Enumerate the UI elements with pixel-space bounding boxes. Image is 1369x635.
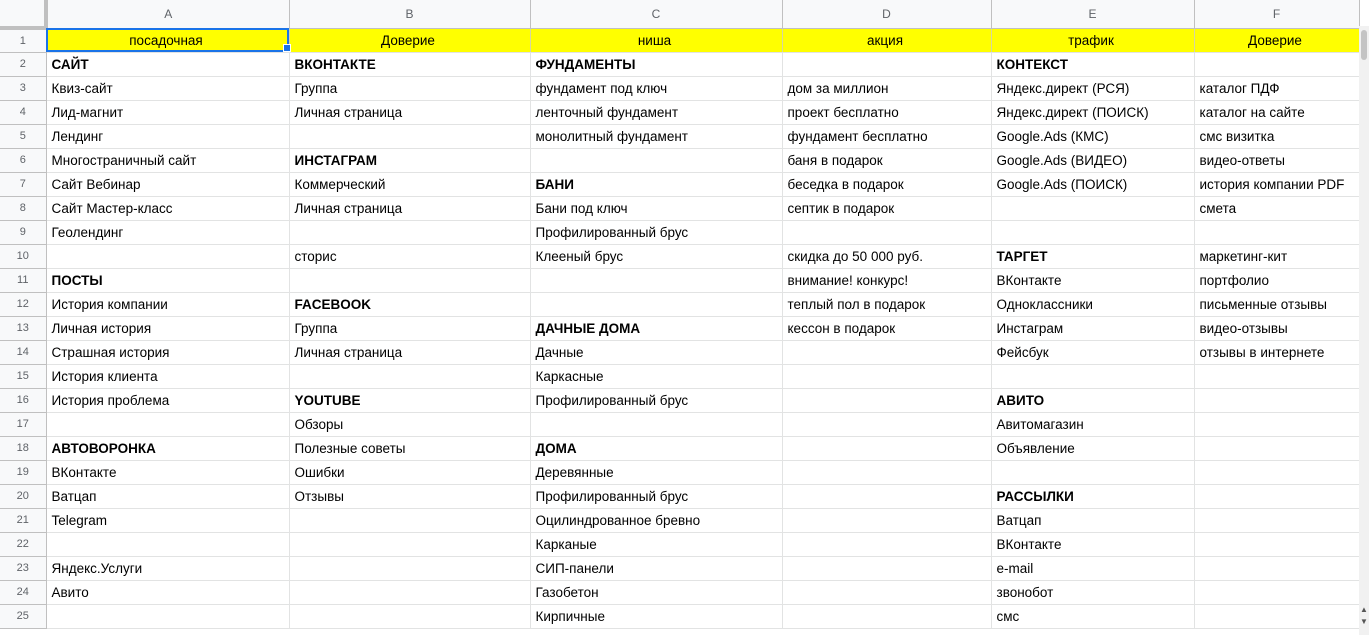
cell-d8[interactable]: септик в подарок xyxy=(782,196,991,220)
cell-d25[interactable] xyxy=(782,604,991,628)
cell-e12[interactable]: Одноклассники xyxy=(991,292,1194,316)
cell-f5[interactable]: смс визитка xyxy=(1194,124,1359,148)
cell-b14[interactable]: Личная страница xyxy=(289,340,530,364)
cell-e11[interactable]: ВКонтакте xyxy=(991,268,1194,292)
cell-e25[interactable]: смс xyxy=(991,604,1194,628)
cell-a6[interactable]: Многостраничный сайт xyxy=(46,148,289,172)
row-header[interactable]: 9 xyxy=(0,220,46,244)
row-header[interactable]: 22 xyxy=(0,532,46,556)
cell-f2[interactable] xyxy=(1194,52,1359,76)
cell-b5[interactable] xyxy=(289,124,530,148)
cell-a7[interactable]: Сайт Вебинар xyxy=(46,172,289,196)
cell-b16[interactable]: YOUTUBE xyxy=(289,388,530,412)
cell-c16[interactable]: Профилированный брус xyxy=(530,388,782,412)
cell-a14[interactable]: Страшная история xyxy=(46,340,289,364)
row-header[interactable]: 7 xyxy=(0,172,46,196)
cell-c15[interactable]: Каркасные xyxy=(530,364,782,388)
row-header[interactable]: 8 xyxy=(0,196,46,220)
table-row xyxy=(0,196,1359,220)
table-row xyxy=(0,172,1359,196)
cell-c14[interactable]: Дачные xyxy=(530,340,782,364)
table-row xyxy=(0,412,1359,436)
cell-a13[interactable]: Личная история xyxy=(46,316,289,340)
cell-c4[interactable]: ленточный фундамент xyxy=(530,100,782,124)
table-row xyxy=(0,340,1359,364)
cell-e23[interactable]: e-mail xyxy=(991,556,1194,580)
cell-c5[interactable]: монолитный фундамент xyxy=(530,124,782,148)
cell-d5[interactable]: фундамент бесплатно xyxy=(782,124,991,148)
cell-d3[interactable]: дом за миллион xyxy=(782,76,991,100)
cell-c8[interactable]: Бани под ключ xyxy=(530,196,782,220)
row-header[interactable]: 19 xyxy=(0,460,46,484)
cell-c23[interactable]: СИП-панели xyxy=(530,556,782,580)
cell-c19[interactable]: Деревянные xyxy=(530,460,782,484)
cell-a12[interactable]: История компании xyxy=(46,292,289,316)
cell-f23[interactable] xyxy=(1194,556,1359,580)
cell-f17[interactable] xyxy=(1194,412,1359,436)
cell-c6[interactable] xyxy=(530,148,782,172)
cell-a10[interactable] xyxy=(46,244,289,268)
cell-e14[interactable]: Фейсбук xyxy=(991,340,1194,364)
cell-e1[interactable]: трафик xyxy=(991,28,1194,52)
cell-a2[interactable]: САЙТ xyxy=(46,52,289,76)
table-row xyxy=(0,460,1359,484)
cell-e8[interactable] xyxy=(991,196,1194,220)
cell-f4[interactable]: каталог на сайте xyxy=(1194,100,1359,124)
cell-e2[interactable]: КОНТЕКСТ xyxy=(991,52,1194,76)
cell-d23[interactable] xyxy=(782,556,991,580)
row-header[interactable]: 11 xyxy=(0,268,46,292)
row-header[interactable]: 25 xyxy=(0,604,46,628)
table-row xyxy=(0,316,1359,340)
cell-f8[interactable]: смета xyxy=(1194,196,1359,220)
row-header[interactable]: 24 xyxy=(0,580,46,604)
cell-e22[interactable]: ВКонтакте xyxy=(991,532,1194,556)
row-header[interactable]: 17 xyxy=(0,412,46,436)
table-row xyxy=(0,76,1359,100)
cell-c10[interactable]: Клееный брус xyxy=(530,244,782,268)
cell-f14[interactable]: отзывы в интернете xyxy=(1194,340,1359,364)
cell-b15[interactable] xyxy=(289,364,530,388)
cell-c21[interactable]: Оцилиндрованное бревно xyxy=(530,508,782,532)
table-row xyxy=(0,484,1359,508)
cell-b13[interactable]: Группа xyxy=(289,316,530,340)
cell-d13[interactable]: кессон в подарок xyxy=(782,316,991,340)
cell-f25[interactable] xyxy=(1194,604,1359,628)
column-header-b[interactable]: B xyxy=(289,0,530,28)
cell-c18[interactable]: ДОМА xyxy=(530,436,782,460)
cell-a5[interactable]: Лендинг xyxy=(46,124,289,148)
cell-b2[interactable]: ВКОНТАКТЕ xyxy=(289,52,530,76)
cell-b4[interactable]: Личная страница xyxy=(289,100,530,124)
cell-c3[interactable]: фундамент под ключ xyxy=(530,76,782,100)
cell-a23[interactable]: Яндекс.Услуги xyxy=(46,556,289,580)
cell-e7[interactable]: Google.Ads (ПОИСК) xyxy=(991,172,1194,196)
cell-b11[interactable] xyxy=(289,268,530,292)
cell-c1[interactable]: ниша xyxy=(530,28,782,52)
scroll-up-arrow-icon[interactable]: ▲ xyxy=(1360,605,1368,614)
column-header-c[interactable]: C xyxy=(530,0,782,28)
cell-c20[interactable]: Профилированный брус xyxy=(530,484,782,508)
cell-e15[interactable] xyxy=(991,364,1194,388)
cell-e21[interactable]: Ватцап xyxy=(991,508,1194,532)
cell-e18[interactable]: Объявление xyxy=(991,436,1194,460)
cell-f3[interactable]: каталог ПДФ xyxy=(1194,76,1359,100)
scrollbar-thumb[interactable] xyxy=(1361,30,1367,60)
cell-d12[interactable]: теплый пол в подарок xyxy=(782,292,991,316)
cell-e3[interactable]: Яндекс.директ (РСЯ) xyxy=(991,76,1194,100)
cell-e24[interactable]: звонобот xyxy=(991,580,1194,604)
cell-b9[interactable] xyxy=(289,220,530,244)
cell-e9[interactable] xyxy=(991,220,1194,244)
column-header-f[interactable]: F xyxy=(1194,0,1359,28)
cell-e6[interactable]: Google.Ads (ВИДЕО) xyxy=(991,148,1194,172)
cell-d2[interactable] xyxy=(782,52,991,76)
cell-a17[interactable] xyxy=(46,412,289,436)
cell-d22[interactable] xyxy=(782,532,991,556)
cell-b7[interactable]: Коммерческий xyxy=(289,172,530,196)
cell-a21[interactable]: Telegram xyxy=(46,508,289,532)
table-row xyxy=(0,604,1359,628)
table-row xyxy=(0,100,1359,124)
cell-d17[interactable] xyxy=(782,412,991,436)
cell-c11[interactable] xyxy=(530,268,782,292)
cell-d19[interactable] xyxy=(782,460,991,484)
cell-f16[interactable] xyxy=(1194,388,1359,412)
cell-b19[interactable]: Ошибки xyxy=(289,460,530,484)
table-row xyxy=(0,436,1359,460)
row-header[interactable]: 12 xyxy=(0,292,46,316)
table-row xyxy=(0,268,1359,292)
cell-d14[interactable] xyxy=(782,340,991,364)
cell-d11[interactable]: внимание! конкурс! xyxy=(782,268,991,292)
cell-d16[interactable] xyxy=(782,388,991,412)
cell-c2[interactable]: ФУНДАМЕНТЫ xyxy=(530,52,782,76)
cell-a18[interactable]: АВТОВОРОНКА xyxy=(46,436,289,460)
cell-b12[interactable]: FACEBOOK xyxy=(289,292,530,316)
cell-d10[interactable]: скидка до 50 000 руб. xyxy=(782,244,991,268)
cell-d24[interactable] xyxy=(782,580,991,604)
table-row xyxy=(0,508,1359,532)
cell-a11[interactable]: ПОСТЫ xyxy=(46,268,289,292)
row-header[interactable]: 13 xyxy=(0,316,46,340)
table-row xyxy=(0,148,1359,172)
cell-e20[interactable]: РАССЫЛКИ xyxy=(991,484,1194,508)
cell-d21[interactable] xyxy=(782,508,991,532)
cell-f1[interactable]: Доверие xyxy=(1194,28,1359,52)
cell-f18[interactable] xyxy=(1194,436,1359,460)
cell-c9[interactable]: Профилированный брус xyxy=(530,220,782,244)
cell-f24[interactable] xyxy=(1194,580,1359,604)
cell-c17[interactable] xyxy=(530,412,782,436)
row-header[interactable]: 18 xyxy=(0,436,46,460)
cell-b1[interactable]: Доверие xyxy=(289,28,530,52)
row-header[interactable]: 21 xyxy=(0,508,46,532)
table-row xyxy=(0,580,1359,604)
cell-c25[interactable]: Кирпичные xyxy=(530,604,782,628)
cell-b20[interactable]: Отзывы xyxy=(289,484,530,508)
cell-a15[interactable]: История клиента xyxy=(46,364,289,388)
cell-a8[interactable]: Сайт Мастер-класс xyxy=(46,196,289,220)
column-header-d[interactable]: D xyxy=(782,0,991,28)
table-row xyxy=(0,532,1359,556)
row-header[interactable]: 2 xyxy=(0,52,46,76)
vertical-scrollbar[interactable] xyxy=(1359,26,1369,635)
cell-d18[interactable] xyxy=(782,436,991,460)
cell-b21[interactable] xyxy=(289,508,530,532)
cell-b18[interactable]: Полезные советы xyxy=(289,436,530,460)
cell-a22[interactable] xyxy=(46,532,289,556)
cell-b10[interactable]: сторис xyxy=(289,244,530,268)
cell-b22[interactable] xyxy=(289,532,530,556)
cell-e16[interactable]: АВИТО xyxy=(991,388,1194,412)
cell-d9[interactable] xyxy=(782,220,991,244)
row-header[interactable]: 20 xyxy=(0,484,46,508)
column-header-row xyxy=(0,0,1359,28)
table-row xyxy=(0,292,1359,316)
cell-f15[interactable] xyxy=(1194,364,1359,388)
cell-e19[interactable] xyxy=(991,460,1194,484)
cell-b24[interactable] xyxy=(289,580,530,604)
row-header[interactable]: 5 xyxy=(0,124,46,148)
cell-f11[interactable]: портфолио xyxy=(1194,268,1359,292)
table-row xyxy=(0,556,1359,580)
cell-a25[interactable] xyxy=(46,604,289,628)
cell-e13[interactable]: Инстаграм xyxy=(991,316,1194,340)
cell-c12[interactable] xyxy=(530,292,782,316)
table-row xyxy=(0,28,1359,52)
cell-b8[interactable]: Личная страница xyxy=(289,196,530,220)
row-header[interactable]: 4 xyxy=(0,100,46,124)
row-header[interactable]: 14 xyxy=(0,340,46,364)
row-header[interactable]: 1 xyxy=(0,28,46,52)
cell-d4[interactable]: проект бесплатно xyxy=(782,100,991,124)
scroll-down-arrow-icon[interactable]: ▼ xyxy=(1360,617,1368,626)
cell-d15[interactable] xyxy=(782,364,991,388)
table-row xyxy=(0,364,1359,388)
cell-b3[interactable]: Группа xyxy=(289,76,530,100)
selection-fill-handle[interactable] xyxy=(283,44,291,52)
table-row xyxy=(0,388,1359,412)
select-all-corner[interactable] xyxy=(0,0,46,28)
cell-a19[interactable]: ВКонтакте xyxy=(46,460,289,484)
table-row xyxy=(0,124,1359,148)
cell-e4[interactable]: Яндекс.директ (ПОИСК) xyxy=(991,100,1194,124)
row-header[interactable]: 10 xyxy=(0,244,46,268)
cell-f10[interactable]: маркетинг-кит xyxy=(1194,244,1359,268)
cell-a9[interactable]: Геолендинг xyxy=(46,220,289,244)
row-header[interactable]: 15 xyxy=(0,364,46,388)
cell-d7[interactable]: беседка в подарок xyxy=(782,172,991,196)
cell-f20[interactable] xyxy=(1194,484,1359,508)
cell-a20[interactable]: Ватцап xyxy=(46,484,289,508)
row-header[interactable]: 6 xyxy=(0,148,46,172)
cell-d1[interactable]: акция xyxy=(782,28,991,52)
cell-e5[interactable]: Google.Ads (КМС) xyxy=(991,124,1194,148)
table-row xyxy=(0,52,1359,76)
row-header[interactable]: 23 xyxy=(0,556,46,580)
cell-a1[interactable]: посадочная xyxy=(46,28,289,52)
cell-c7[interactable]: БАНИ xyxy=(530,172,782,196)
column-header-e[interactable]: E xyxy=(991,0,1194,28)
cell-a3[interactable]: Квиз-сайт xyxy=(46,76,289,100)
cell-c24[interactable]: Газобетон xyxy=(530,580,782,604)
cell-a16[interactable]: История проблема xyxy=(46,388,289,412)
cell-f22[interactable] xyxy=(1194,532,1359,556)
cell-c13[interactable]: ДАЧНЫЕ ДОМА xyxy=(530,316,782,340)
cell-b17[interactable]: Обзоры xyxy=(289,412,530,436)
cell-e10[interactable]: ТАРГЕТ xyxy=(991,244,1194,268)
cell-c22[interactable]: Карканые xyxy=(530,532,782,556)
cell-f9[interactable] xyxy=(1194,220,1359,244)
cell-b6[interactable]: ИНСТАГРАМ xyxy=(289,148,530,172)
cell-a24[interactable]: Авито xyxy=(46,580,289,604)
cell-f19[interactable] xyxy=(1194,460,1359,484)
row-header[interactable]: 16 xyxy=(0,388,46,412)
cell-b23[interactable] xyxy=(289,556,530,580)
cell-e17[interactable]: Авитомагазин xyxy=(991,412,1194,436)
cell-d20[interactable] xyxy=(782,484,991,508)
column-header-a[interactable]: A xyxy=(46,0,289,28)
cell-f6[interactable]: видео-ответы xyxy=(1194,148,1359,172)
cell-f12[interactable]: письменные отзывы xyxy=(1194,292,1359,316)
table-row xyxy=(0,244,1359,268)
cell-f21[interactable] xyxy=(1194,508,1359,532)
table-row xyxy=(0,220,1359,244)
cell-d6[interactable]: баня в подарок xyxy=(782,148,991,172)
cell-f7[interactable]: история компании PDF xyxy=(1194,172,1359,196)
cell-f13[interactable]: видео-отзывы xyxy=(1194,316,1359,340)
cell-b25[interactable] xyxy=(289,604,530,628)
cell-a4[interactable]: Лид-магнит xyxy=(46,100,289,124)
row-header[interactable]: 3 xyxy=(0,76,46,100)
